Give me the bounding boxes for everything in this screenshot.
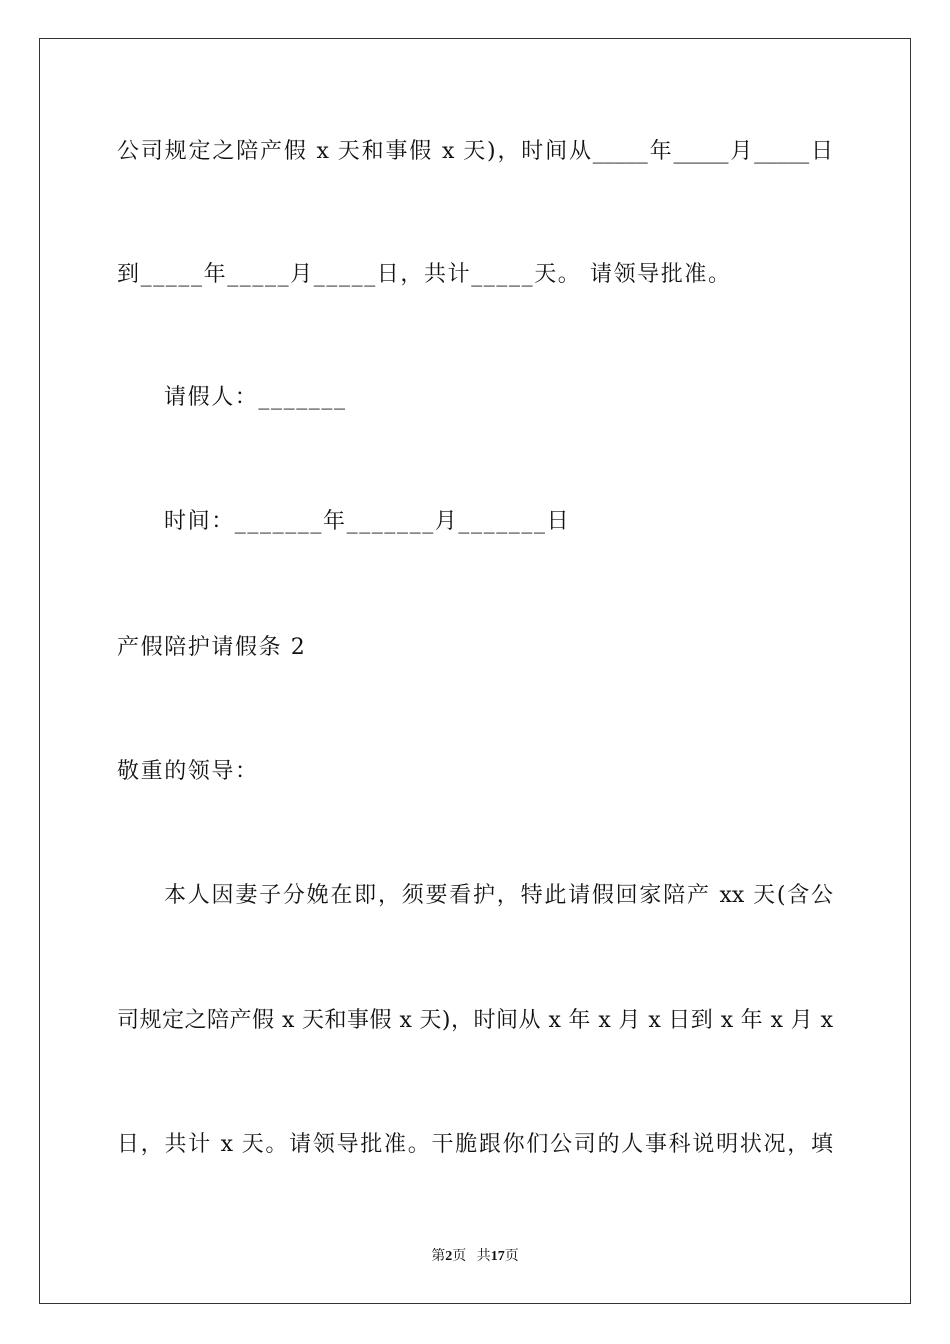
current-page-number: 2 <box>445 1249 453 1264</box>
applicant-signature-line: 请假人：_______ <box>164 385 347 410</box>
footer-prefix: 第 <box>431 1249 446 1264</box>
text-line-1: 公司规定之陪产假 x 天和事假 x 天)，时间从_____年_____月_____日 <box>117 139 833 164</box>
footer-mid: 页 共 <box>452 1249 491 1264</box>
section-heading: 产假陪护请假条 2 <box>117 635 307 660</box>
body-paragraph-line-1: 本人因妻子分娩在即，须要看护，特此请假回家陪产 xx 天(含公 <box>164 883 833 908</box>
total-page-number: 17 <box>490 1249 505 1264</box>
body-paragraph-line-2: 司规定之陪产假 x 天和事假 x 天)，时间从 x 年 x 月 x 日到 x 年 x 月 x <box>117 1008 833 1033</box>
text-line-2: 到_____年_____月_____日，共计_____天。 请领导批准。 <box>117 262 732 287</box>
salutation: 敬重的领导： <box>117 759 259 784</box>
date-signature-line: 时间：_______年_______月_______日 <box>164 509 571 534</box>
page-number-footer <box>0 1247 950 1267</box>
footer-suffix: 页 <box>504 1249 519 1264</box>
page-border <box>39 38 911 1304</box>
body-paragraph-line-3: 日，共计 x 天。请领导批准。干脆跟你们公司的人事科说明状况，填 <box>117 1132 833 1157</box>
